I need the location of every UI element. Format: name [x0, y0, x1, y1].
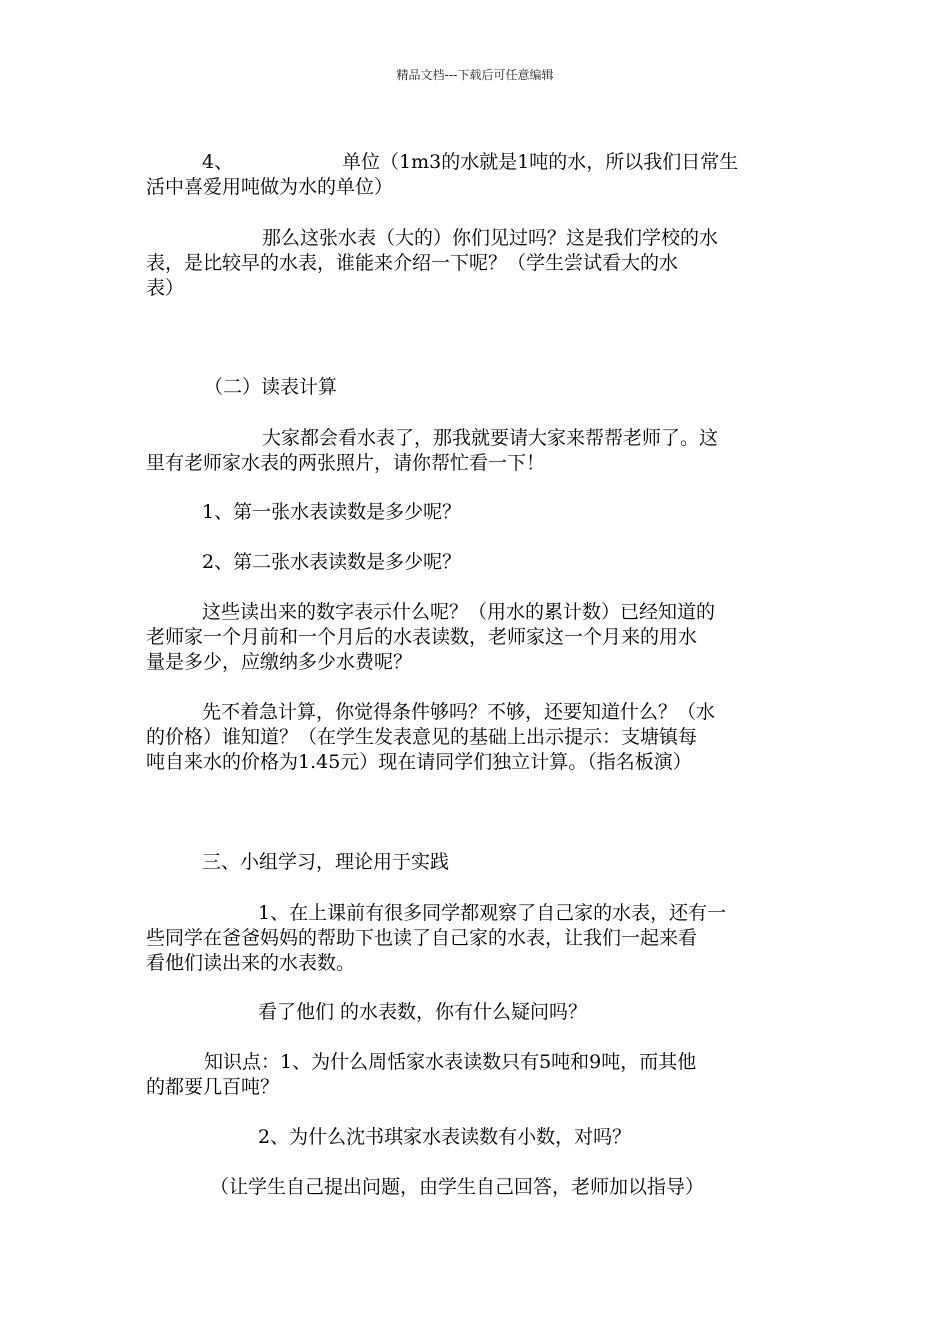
- question-item: 1、第一张水表读数是多少呢？: [202, 501, 462, 523]
- paragraph-line: 些同学在爸爸妈妈的帮助下也读了自己家的水表，让我们一起来看: [146, 927, 698, 949]
- question-item: 2、第二张水表读数是多少呢？: [202, 551, 462, 573]
- paragraph-line: 量是多少，应缴纳多少水费呢？: [146, 651, 413, 673]
- paragraph-line: 1、在上课前有很多同学都观察了自己家的水表，还有一: [258, 902, 727, 924]
- paragraph-line: 先不着急计算，你觉得条件够吗？不够，还要知道什么？（水: [202, 701, 716, 723]
- paragraph-line: （让学生自己提出问题，由学生自己回答，老师加以指导）: [210, 1176, 705, 1198]
- paragraph-line: 的价格）谁知道？（在学生发表意见的基础上出示提示：支塘镇每: [146, 726, 698, 748]
- paragraph-line: 表，是比较早的水表，谁能来介绍一下呢？（学生尝试看大的水: [146, 252, 679, 274]
- paragraph-line: 老师家一个月前和一个月后的水表读数，老师家这一个月来的用水: [146, 626, 698, 648]
- paragraph-line: 里有老师家水表的两张照片，请你帮忙看一下！: [146, 452, 546, 474]
- paragraph-line: 看他们读出来的水表数。: [146, 952, 356, 974]
- paragraph-line: 单位（1m3的水就是1吨的水，所以我们日常生: [342, 151, 739, 173]
- section-heading: （二）读表计算: [204, 376, 338, 398]
- page-header: 精品文档---下载后可任意编辑: [396, 68, 554, 82]
- item-number: 4、: [202, 151, 234, 173]
- paragraph-line: 大家都会看水表了，那我就要请大家来帮帮老师了。这: [262, 427, 719, 449]
- paragraph-line: 那么这张水表（大的）你们见过吗？这是我们学校的水: [262, 227, 719, 249]
- section-heading: 三、小组学习，理论用于实践: [202, 851, 450, 873]
- paragraph-line: 这些读出来的数字表示什么呢？（用水的累计数）已经知道的: [202, 601, 716, 623]
- paragraph-line: 活中喜爱用吨做为水的单位）: [146, 176, 394, 198]
- question-item: 2、为什么沈书琪家水表读数有小数，对吗？: [258, 1126, 632, 1148]
- paragraph-line: 表）: [146, 277, 185, 299]
- paragraph-line: 知识点：1、为什么周恬家水表读数只有5吨和9吨，而其他: [204, 1051, 697, 1073]
- paragraph-line: 看了他们 的水表数，你有什么疑问吗？: [258, 1001, 588, 1023]
- paragraph-line: 吨自来水的价格为1.45元）现在请同学们独立计算。（指名板演）: [146, 751, 692, 773]
- paragraph-line: 的都要几百吨？: [146, 1076, 280, 1098]
